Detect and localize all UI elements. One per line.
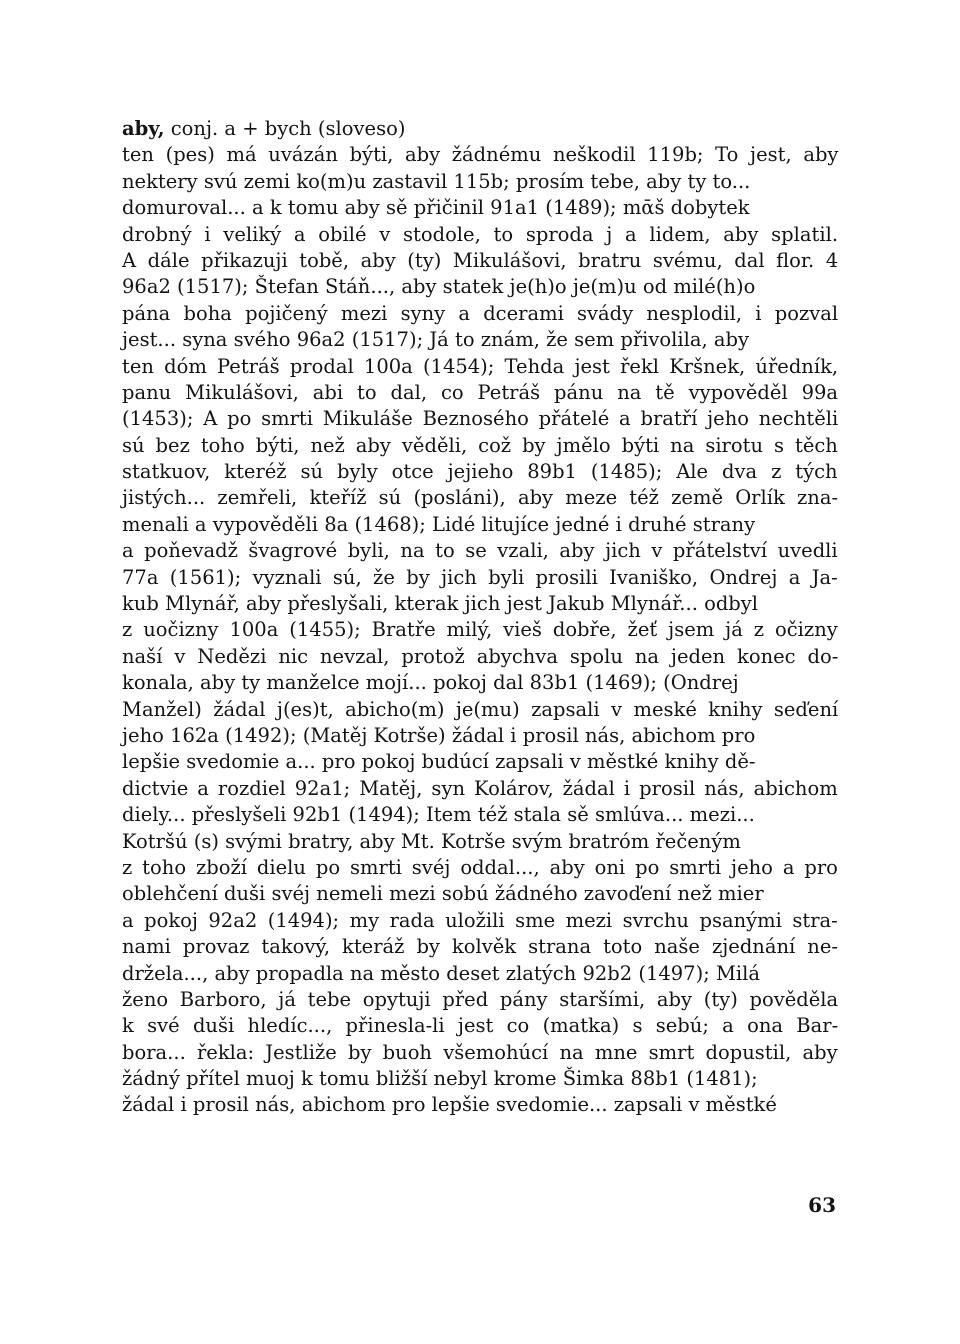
page-number: 63 <box>808 1193 836 1217</box>
text-line: naší v Nedězi nic nevzal, protož abychva spolu na jeden konec do- <box>122 644 839 668</box>
text-line: Manžel) žádal j(es)t, abicho(m) je(mu) zapsali v meské knihy seďení <box>122 697 839 721</box>
text-line: nektery svú zemi ko(m)u zastavil 115b; prosím tebe, aby ty to... <box>122 169 751 193</box>
text-line: ten dóm Petráš prodal 100a (1454); Tehda jest řekl Kršnek, úředník, <box>122 354 839 378</box>
text-line: a pokoj 92a2 (1494); my rada uložili sme mezi svrchu psanými stra- <box>122 908 838 932</box>
text-line: žádal i prosil nás, abichom pro lepšie svedomie... zapsali v městké <box>122 1093 777 1117</box>
text-line: jeho 162a (1492); (Matěj Kotrše) žádal i prosil nás, abichom pro <box>122 723 756 747</box>
text-line: ženo Barboro, já tebe opytuji před pány staršími, aby (ty) pověděla <box>122 987 839 1011</box>
text-line: nami provaz takový, kteráž by kolvěk strana toto naše zjednání ne- <box>122 935 838 959</box>
text-line: z uočizny 100a (1455); Bratře milý, vieš dobře, žeť jsem já z očizny <box>122 618 838 642</box>
text-line: z toho zboží dielu po smrti svéj oddal..., aby oni po smrti jeho a pro <box>122 855 838 879</box>
text-line: ten (pes) má uvázán býti, aby žádnému neškodil 119b; To jest, aby <box>122 143 839 167</box>
text-line: 96a2 (1517); Štefan Stáň..., aby statek je(h)o je(m)u od milé(h)o <box>122 275 756 299</box>
text-line: oblehčení duši svéj nemeli mezi sobú žádného zavoďení než mier <box>122 882 764 906</box>
text-line: pána boha pojičený mezi syny a dcerami svády nesplodil, i pozval <box>122 301 839 325</box>
text-line: žádný přítel muoj k tomu bližší nebyl krome Šimka 88b1 (1481); <box>122 1067 758 1091</box>
text-line: sú bez toho býti, než aby věděli, což by jmělo býti na sirotu s těch <box>122 433 838 457</box>
text-line: drobný i veliký a obilé v stodole, to sproda j a lidem, aby splatil. <box>122 222 839 246</box>
text-line: držela..., aby propadla na město deset zlatých 92b2 (1497); Milá <box>122 961 761 985</box>
entry-headword: aby, <box>122 117 165 140</box>
text-line: konala, aby ty manželce mojí... pokoj dal 83b1 (1469); (Ondrej <box>122 671 739 695</box>
text-line: menali a vypověděli 8a (1468); Lidé litujíce jedné i druhé strany <box>122 512 756 536</box>
text-line: panu Mikulášovi, abi to dal, co Petráš pánu na tě vypověděl 99a <box>122 380 839 404</box>
text-line: Kotršú (s) svými bratry, aby Mt. Kotrše svým bratróm řečeným <box>122 829 741 853</box>
entry-heading-line <box>122 116 838 142</box>
text-line: statkuov, kteréž sú byly otce jejieho 89b1 (1485); Ale dva z tých <box>122 460 838 484</box>
text-line: lepšie svedomie a... pro pokoj budúcí zapsali v městké knihy dě- <box>122 750 756 774</box>
dictionary-entry <box>122 116 838 1119</box>
text-line: jistých... zemřeli, kteříž sú (posláni), aby meze též země Orlík zna- <box>122 486 839 510</box>
text-line: dictvie a rozdiel 92a1; Matěj, syn Kolárov, žádal i prosil nás, abichom <box>122 776 838 800</box>
text-line: a poňevadž švagrové byli, na to se vzali, aby jich v přátelství uvedli <box>122 539 838 563</box>
text-line: k své duši hledíc..., přinesla-li jest co (matka) s sebú; a ona Bar- <box>122 1014 839 1038</box>
text-line: jest... syna svého 96a2 (1517); Já to znám, že sem přivolila, aby <box>122 328 750 352</box>
entry-grammar: conj. a + bych (sloveso) <box>164 117 406 140</box>
text-line: domuroval... a k tomu aby sě přičinil 91a1 (1489); mᾱš dobytek <box>122 196 750 220</box>
text-line: A dále přikazuji tobě, aby (ty) Mikulášovi, bratru svému, dal flor. 4 <box>122 248 839 272</box>
text-line: bora... řekla: Jestliže by buoh všemohúcí na mne smrt dopustil, aby <box>122 1040 838 1064</box>
text-line: kub Mlynář, aby přeslyšali, kterak jich jest Jakub Mlynář... odbyl <box>122 592 759 616</box>
text-line: 77a (1561); vyznali sú, že by jich byli prosili Ivaniško, Ondrej a Ja- <box>122 565 838 589</box>
text-line: diely... přeslyšeli 92b1 (1494); Item též stala sě smlúva... mezi... <box>122 803 755 827</box>
text-line: (1453); A po smrti Mikuláše Beznosého přátelé a bratří jeho nechtěli <box>122 407 839 431</box>
